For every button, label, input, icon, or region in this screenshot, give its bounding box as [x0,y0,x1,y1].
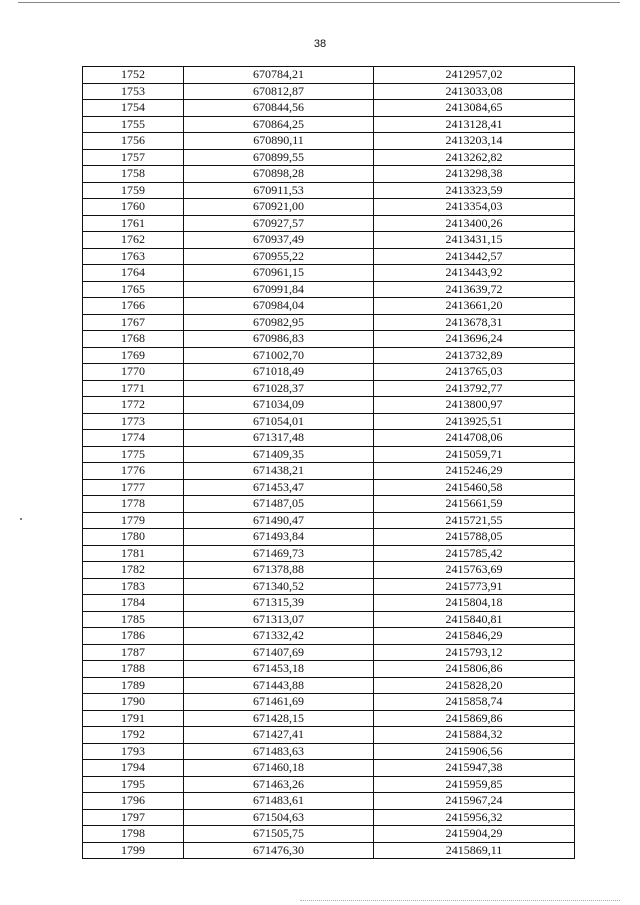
table-row [83,215,575,232]
x-coordinate-cell: 670890,11 [184,133,374,150]
x-coordinate-cell: 670911,53 [184,182,374,199]
point-number-cell: 1773 [83,413,184,430]
y-coordinate-cell: 2413203,14 [374,133,575,150]
table-row [83,380,575,397]
y-coordinate-cell: 2415967,24 [374,793,575,810]
coordinates-table [82,66,575,859]
table-row [83,182,575,199]
y-coordinate-cell: 2415059,71 [374,446,575,463]
x-coordinate-cell: 671505,75 [184,826,374,843]
x-coordinate-cell: 671438,21 [184,463,374,480]
y-coordinate-cell: 2415956,32 [374,809,575,826]
x-coordinate-cell: 670984,04 [184,298,374,315]
x-coordinate-cell: 671487,05 [184,496,374,513]
table-row [83,727,575,744]
table-row [83,100,575,117]
y-coordinate-cell: 2413084,65 [374,100,575,117]
y-coordinate-cell: 2415460,58 [374,479,575,496]
table-row [83,149,575,166]
table-row [83,809,575,826]
y-coordinate-cell: 2415846,29 [374,628,575,645]
y-coordinate-cell: 2413354,03 [374,199,575,216]
y-coordinate-cell: 2413443,92 [374,265,575,282]
point-number-cell: 1776 [83,463,184,480]
y-coordinate-cell: 2415947,38 [374,760,575,777]
point-number-cell: 1788 [83,661,184,678]
x-coordinate-cell: 671315,39 [184,595,374,612]
point-number-cell: 1763 [83,248,184,265]
x-coordinate-cell: 671453,18 [184,661,374,678]
table-row [83,397,575,414]
x-coordinate-cell: 671428,15 [184,710,374,727]
y-coordinate-cell: 2415763,69 [374,562,575,579]
point-number-cell: 1780 [83,529,184,546]
y-coordinate-cell: 2413262,82 [374,149,575,166]
y-coordinate-cell: 2415785,42 [374,545,575,562]
y-coordinate-cell: 2413661,20 [374,298,575,315]
y-coordinate-cell: 2415773,91 [374,578,575,595]
y-coordinate-cell: 2412957,02 [374,67,575,84]
point-number-cell: 1752 [83,67,184,84]
table-row [83,298,575,315]
x-coordinate-cell: 671002,70 [184,347,374,364]
y-coordinate-cell: 2413400,26 [374,215,575,232]
x-coordinate-cell: 671483,63 [184,743,374,760]
table-row [83,430,575,447]
point-number-cell: 1768 [83,331,184,348]
point-number-cell: 1787 [83,644,184,661]
y-coordinate-cell: 2413925,51 [374,413,575,430]
y-coordinate-cell: 2413128,41 [374,116,575,133]
y-coordinate-cell: 2415869,86 [374,710,575,727]
x-coordinate-cell: 671378,88 [184,562,374,579]
bottom-rule [300,900,620,901]
x-coordinate-cell: 671453,47 [184,479,374,496]
table-row [83,67,575,84]
point-number-cell: 1753 [83,83,184,100]
y-coordinate-cell: 2415906,56 [374,743,575,760]
table-row [83,413,575,430]
y-coordinate-cell: 2415840,81 [374,611,575,628]
x-coordinate-cell: 670899,55 [184,149,374,166]
point-number-cell: 1793 [83,743,184,760]
x-coordinate-cell: 671313,07 [184,611,374,628]
x-coordinate-cell: 671483,61 [184,793,374,810]
point-number-cell: 1790 [83,694,184,711]
table-row [83,199,575,216]
x-coordinate-cell: 671490,47 [184,512,374,529]
point-number-cell: 1798 [83,826,184,843]
y-coordinate-cell: 2415246,29 [374,463,575,480]
point-number-cell: 1764 [83,265,184,282]
x-coordinate-cell: 671469,73 [184,545,374,562]
table-row [83,116,575,133]
table-row [83,331,575,348]
point-number-cell: 1783 [83,578,184,595]
table-row [83,281,575,298]
y-coordinate-cell: 2413033,08 [374,83,575,100]
table-row [83,166,575,183]
table-row [83,446,575,463]
x-coordinate-cell: 670921,00 [184,199,374,216]
table-row [83,661,575,678]
table-row [83,496,575,513]
point-number-cell: 1771 [83,380,184,397]
table-row [83,793,575,810]
y-coordinate-cell: 2413298,38 [374,166,575,183]
y-coordinate-cell: 2415904,29 [374,826,575,843]
margin-mark [20,518,22,520]
point-number-cell: 1770 [83,364,184,381]
y-coordinate-cell: 2415806,86 [374,661,575,678]
table-row [83,232,575,249]
y-coordinate-cell: 2415804,18 [374,595,575,612]
point-number-cell: 1785 [83,611,184,628]
x-coordinate-cell: 671443,88 [184,677,374,694]
top-rule [18,2,620,3]
x-coordinate-cell: 670844,56 [184,100,374,117]
table-row [83,364,575,381]
table-row [83,133,575,150]
x-coordinate-cell: 671476,30 [184,842,374,859]
x-coordinate-cell: 671427,41 [184,727,374,744]
x-coordinate-cell: 671409,35 [184,446,374,463]
x-coordinate-cell: 671018,49 [184,364,374,381]
point-number-cell: 1799 [83,842,184,859]
x-coordinate-cell: 671463,26 [184,776,374,793]
table-row [83,644,575,661]
table-row [83,562,575,579]
y-coordinate-cell: 2413431,15 [374,232,575,249]
point-number-cell: 1769 [83,347,184,364]
table-row [83,842,575,859]
point-number-cell: 1786 [83,628,184,645]
y-coordinate-cell: 2415884,32 [374,727,575,744]
x-coordinate-cell: 670937,49 [184,232,374,249]
point-number-cell: 1794 [83,760,184,777]
table-row [83,677,575,694]
x-coordinate-cell: 671407,69 [184,644,374,661]
table-row [83,628,575,645]
y-coordinate-cell: 2413678,31 [374,314,575,331]
table-row [83,743,575,760]
y-coordinate-cell: 2415721,55 [374,512,575,529]
y-coordinate-cell: 2413639,72 [374,281,575,298]
point-number-cell: 1791 [83,710,184,727]
table-row [83,314,575,331]
table-row [83,479,575,496]
table-row [83,512,575,529]
table-row [83,578,575,595]
point-number-cell: 1775 [83,446,184,463]
x-coordinate-cell: 670812,87 [184,83,374,100]
point-number-cell: 1759 [83,182,184,199]
y-coordinate-cell: 2413792,77 [374,380,575,397]
table-row [83,265,575,282]
page-number: 38 [313,38,327,50]
x-coordinate-cell: 671028,37 [184,380,374,397]
point-number-cell: 1777 [83,479,184,496]
point-number-cell: 1796 [83,793,184,810]
x-coordinate-cell: 670864,25 [184,116,374,133]
point-number-cell: 1797 [83,809,184,826]
x-coordinate-cell: 670784,21 [184,67,374,84]
x-coordinate-cell: 671340,52 [184,578,374,595]
point-number-cell: 1761 [83,215,184,232]
point-number-cell: 1755 [83,116,184,133]
point-number-cell: 1789 [83,677,184,694]
point-number-cell: 1756 [83,133,184,150]
table-row [83,826,575,843]
y-coordinate-cell: 2415858,74 [374,694,575,711]
point-number-cell: 1774 [83,430,184,447]
y-coordinate-cell: 2415959,85 [374,776,575,793]
y-coordinate-cell: 2415788,05 [374,529,575,546]
y-coordinate-cell: 2413442,57 [374,248,575,265]
point-number-cell: 1762 [83,232,184,249]
point-number-cell: 1784 [83,595,184,612]
point-number-cell: 1781 [83,545,184,562]
x-coordinate-cell: 670955,22 [184,248,374,265]
y-coordinate-cell: 2413323,59 [374,182,575,199]
x-coordinate-cell: 670991,84 [184,281,374,298]
point-number-cell: 1772 [83,397,184,414]
point-number-cell: 1754 [83,100,184,117]
y-coordinate-cell: 2415793,12 [374,644,575,661]
y-coordinate-cell: 2415828,20 [374,677,575,694]
table-row [83,710,575,727]
y-coordinate-cell: 2413696,24 [374,331,575,348]
x-coordinate-cell: 671054,01 [184,413,374,430]
point-number-cell: 1758 [83,166,184,183]
x-coordinate-cell: 670898,28 [184,166,374,183]
x-coordinate-cell: 670961,15 [184,265,374,282]
y-coordinate-cell: 2415661,59 [374,496,575,513]
x-coordinate-cell: 671317,48 [184,430,374,447]
point-number-cell: 1778 [83,496,184,513]
point-number-cell: 1765 [83,281,184,298]
x-coordinate-cell: 670982,95 [184,314,374,331]
x-coordinate-cell: 671332,42 [184,628,374,645]
x-coordinate-cell: 671460,18 [184,760,374,777]
table-row [83,760,575,777]
y-coordinate-cell: 2413765,03 [374,364,575,381]
point-number-cell: 1760 [83,199,184,216]
table-row [83,545,575,562]
table-row [83,463,575,480]
table-row [83,776,575,793]
point-number-cell: 1779 [83,512,184,529]
point-number-cell: 1767 [83,314,184,331]
point-number-cell: 1766 [83,298,184,315]
point-number-cell: 1795 [83,776,184,793]
coordinates-table-body [83,67,575,859]
y-coordinate-cell: 2414708,06 [374,430,575,447]
x-coordinate-cell: 671504,63 [184,809,374,826]
table-row [83,248,575,265]
point-number-cell: 1782 [83,562,184,579]
table-row [83,529,575,546]
table-row [83,611,575,628]
x-coordinate-cell: 670986,83 [184,331,374,348]
x-coordinate-cell: 671034,09 [184,397,374,414]
x-coordinate-cell: 670927,57 [184,215,374,232]
point-number-cell: 1792 [83,727,184,744]
y-coordinate-cell: 2413800,97 [374,397,575,414]
point-number-cell: 1757 [83,149,184,166]
y-coordinate-cell: 2413732,89 [374,347,575,364]
y-coordinate-cell: 2415869,11 [374,842,575,859]
table-row [83,347,575,364]
table-row [83,694,575,711]
x-coordinate-cell: 671493,84 [184,529,374,546]
table-row [83,595,575,612]
table-row [83,83,575,100]
x-coordinate-cell: 671461,69 [184,694,374,711]
